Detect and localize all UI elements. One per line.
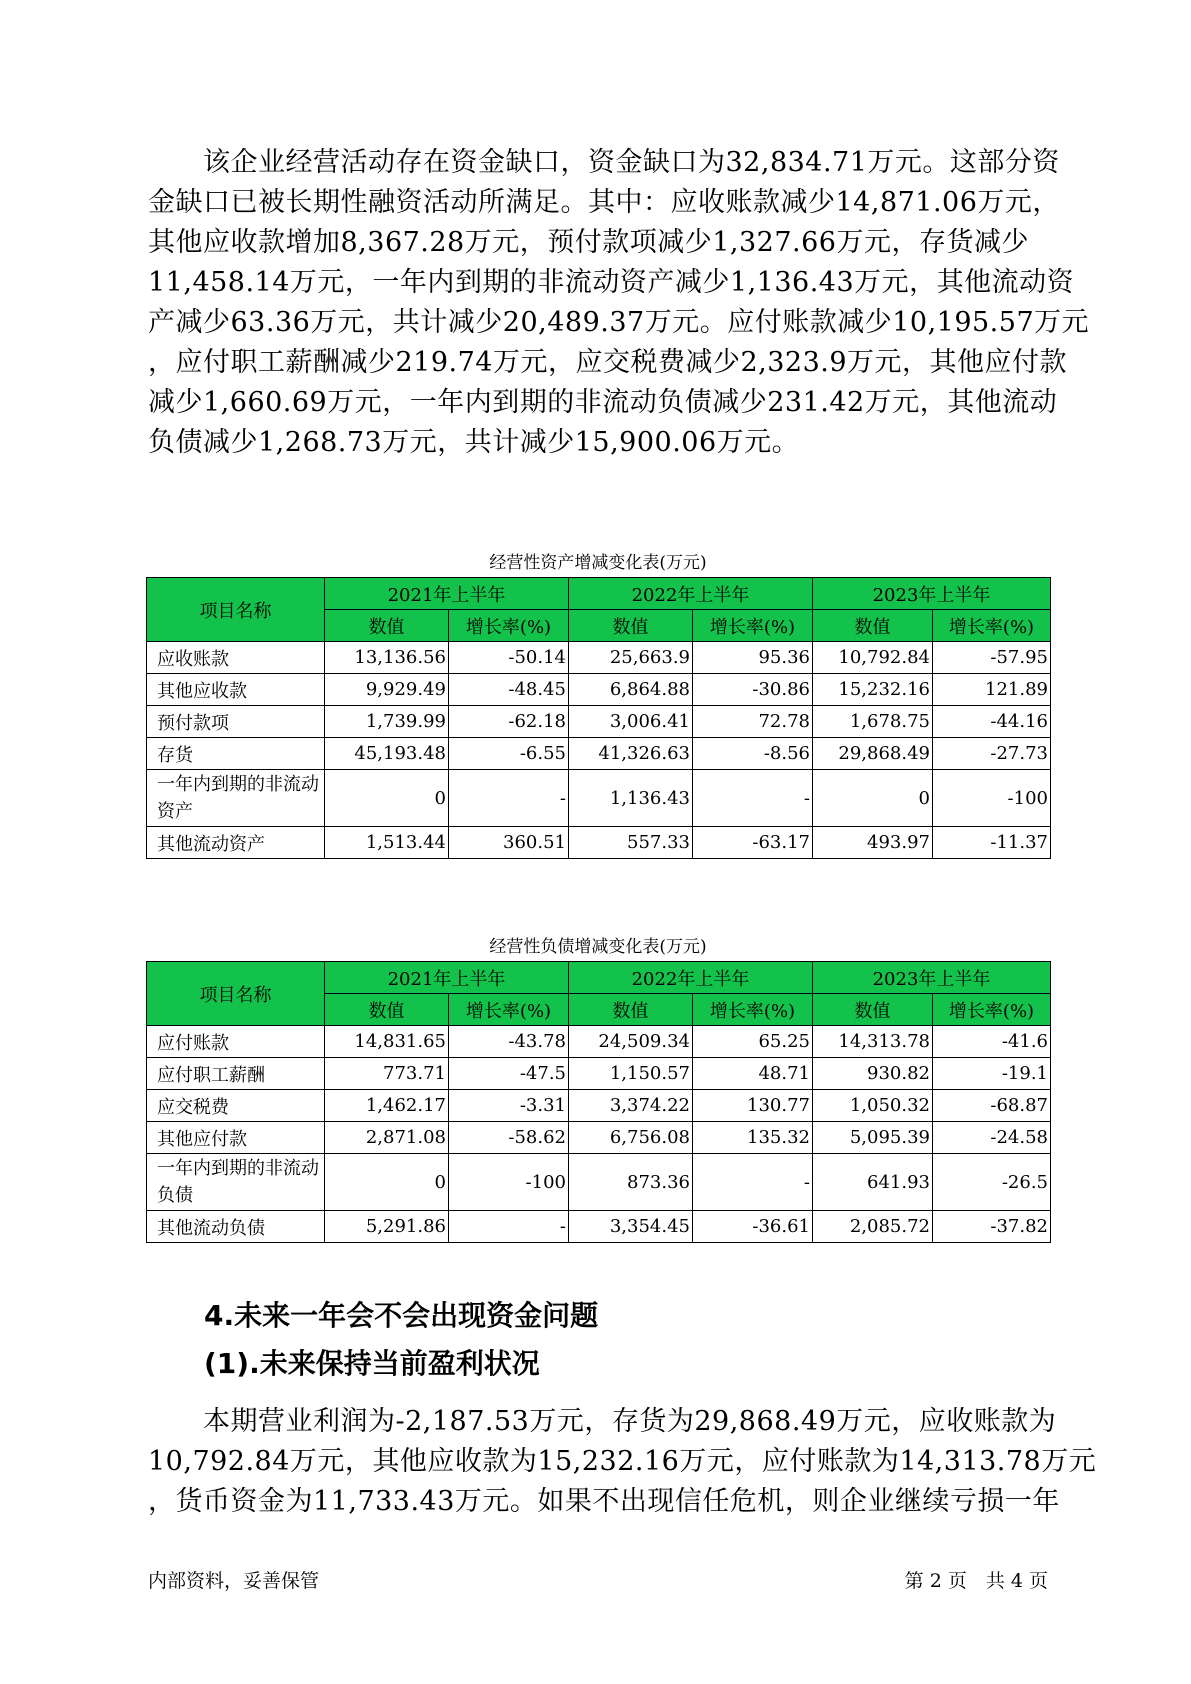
table-row: [147, 770, 1051, 827]
value-cell: 10,792.84: [813, 642, 933, 674]
row-label: 应付职工薪酬: [147, 1058, 325, 1090]
growth-rate-cell: -48.45: [449, 674, 569, 706]
growth-rate-cell: 135.32: [693, 1122, 813, 1154]
value-cell: 1,050.32: [813, 1090, 933, 1122]
growth-rate-cell: -: [449, 770, 569, 827]
value-cell: 9,929.49: [325, 674, 449, 706]
growth-rate-cell: 121.89: [933, 674, 1051, 706]
value-cell: 5,291.86: [325, 1211, 449, 1243]
table-row: [147, 827, 1051, 859]
header-period: 2021年上半年: [325, 578, 569, 610]
growth-rate-cell: 48.71: [693, 1058, 813, 1090]
growth-rate-cell: 130.77: [693, 1090, 813, 1122]
header-value: 数值: [813, 994, 933, 1026]
section-heading: 4.未来一年会不会出现资金问题: [204, 1299, 599, 1332]
body-paragraph: [148, 1402, 1097, 1522]
text-line: 减少1,660.69万元，一年内到期的非流动负债减少231.42万元，其他流动: [148, 387, 1058, 418]
value-cell: 1,513.44: [325, 827, 449, 859]
growth-rate-cell: -43.78: [449, 1026, 569, 1058]
value-cell: 29,868.49: [813, 738, 933, 770]
table-row: [147, 1154, 1051, 1211]
value-cell: 1,739.99: [325, 706, 449, 738]
text-line: ，应付职工薪酬减少219.74万元，应交税费减少2,323.9万元，其他应付款: [148, 347, 1068, 378]
intro-paragraph: [148, 143, 1090, 463]
growth-rate-cell: 65.25: [693, 1026, 813, 1058]
header-growth: 增长率(%): [693, 610, 813, 642]
row-label: 存货: [147, 738, 325, 770]
value-cell: 6,756.08: [569, 1122, 693, 1154]
growth-rate-cell: -6.55: [449, 738, 569, 770]
sub-heading: (1).未来保持当前盈利状况: [204, 1347, 540, 1380]
row-label: 其他应付款: [147, 1122, 325, 1154]
table-row: [147, 1211, 1051, 1243]
text-line: 金缺口已被长期性融资活动所满足。其中：应收账款减少14,871.06万元，: [148, 187, 1060, 218]
value-cell: 0: [325, 770, 449, 827]
value-cell: 1,678.75: [813, 706, 933, 738]
value-cell: 3,006.41: [569, 706, 693, 738]
header-period: 2023年上半年: [813, 962, 1051, 994]
header-value: 数值: [325, 994, 449, 1026]
value-cell: 2,085.72: [813, 1211, 933, 1243]
row-label: 一年内到期的非流动资产: [147, 770, 325, 827]
growth-rate-cell: -8.56: [693, 738, 813, 770]
asset-table-caption: 经营性资产增减变化表(万元): [489, 553, 707, 573]
value-cell: 3,374.22: [569, 1090, 693, 1122]
header-period: 2022年上半年: [569, 962, 813, 994]
header-period: 2021年上半年: [325, 962, 569, 994]
liability-change-table: [146, 961, 1051, 1243]
growth-rate-cell: 95.36: [693, 642, 813, 674]
value-cell: 5,095.39: [813, 1122, 933, 1154]
growth-rate-cell: -47.5: [449, 1058, 569, 1090]
growth-rate-cell: -44.16: [933, 706, 1051, 738]
header-growth: 增长率(%): [933, 994, 1051, 1026]
growth-rate-cell: -: [693, 770, 813, 827]
value-cell: 13,136.56: [325, 642, 449, 674]
text-line: 10,792.84万元，其他应收款为15,232.16万元，应付账款为14,313.78万元: [148, 1446, 1097, 1477]
value-cell: 6,864.88: [569, 674, 693, 706]
growth-rate-cell: -41.6: [933, 1026, 1051, 1058]
row-label: 其他流动负债: [147, 1211, 325, 1243]
table-row: [147, 706, 1051, 738]
table-row: [147, 1090, 1051, 1122]
growth-rate-cell: -3.31: [449, 1090, 569, 1122]
page-number: 第 2 页 共 4 页: [904, 1570, 1048, 1592]
text-line: 11,458.14万元，一年内到期的非流动资产减少1,136.43万元，其他流动资: [148, 267, 1075, 298]
asset-change-table: [146, 577, 1051, 859]
growth-rate-cell: -: [449, 1211, 569, 1243]
value-cell: 493.97: [813, 827, 933, 859]
value-cell: 15,232.16: [813, 674, 933, 706]
text-line: 其他应收款增加8,367.28万元，预付款项减少1,327.66万元，存货减少: [148, 227, 1029, 258]
header-growth: 增长率(%): [693, 994, 813, 1026]
row-label: 其他应收款: [147, 674, 325, 706]
header-item-name: 项目名称: [147, 578, 325, 642]
footer-note: 内部资料，妥善保管: [148, 1570, 320, 1592]
value-cell: 25,663.9: [569, 642, 693, 674]
value-cell: 1,150.57: [569, 1058, 693, 1090]
value-cell: 873.36: [569, 1154, 693, 1211]
value-cell: 1,462.17: [325, 1090, 449, 1122]
text-line: 产减少63.36万元，共计减少20,489.37万元。应付账款减少10,195.57万元: [148, 307, 1090, 338]
text-line: 本期营业利润为-2,187.53万元，存货为29,868.49万元，应收账款为: [148, 1406, 1057, 1437]
growth-rate-cell: -36.61: [693, 1211, 813, 1243]
value-cell: 3,354.45: [569, 1211, 693, 1243]
growth-rate-cell: -62.18: [449, 706, 569, 738]
header-period: 2022年上半年: [569, 578, 813, 610]
text-line: 负债减少1,268.73万元，共计减少15,900.06万元。: [148, 427, 800, 458]
growth-rate-cell: -58.62: [449, 1122, 569, 1154]
table-row: [147, 674, 1051, 706]
growth-rate-cell: -57.95: [933, 642, 1051, 674]
header-value: 数值: [325, 610, 449, 642]
growth-rate-cell: -37.82: [933, 1211, 1051, 1243]
growth-rate-cell: -24.58: [933, 1122, 1051, 1154]
header-item-name: 项目名称: [147, 962, 325, 1026]
value-cell: 773.71: [325, 1058, 449, 1090]
growth-rate-cell: -68.87: [933, 1090, 1051, 1122]
liability-table-caption: 经营性负债增减变化表(万元): [489, 937, 707, 957]
row-label: 应收账款: [147, 642, 325, 674]
growth-rate-cell: -26.5: [933, 1154, 1051, 1211]
table-row: [147, 1058, 1051, 1090]
value-cell: 2,871.08: [325, 1122, 449, 1154]
header-value: 数值: [569, 994, 693, 1026]
growth-rate-cell: -11.37: [933, 827, 1051, 859]
header-value: 数值: [569, 610, 693, 642]
growth-rate-cell: -100: [449, 1154, 569, 1211]
row-label: 应付账款: [147, 1026, 325, 1058]
header-growth: 增长率(%): [449, 610, 569, 642]
header-growth: 增长率(%): [933, 610, 1051, 642]
value-cell: 14,313.78: [813, 1026, 933, 1058]
header-value: 数值: [813, 610, 933, 642]
row-label: 预付款项: [147, 706, 325, 738]
text-line: ，货币资金为11,733.43万元。如果不出现信任危机，则企业继续亏损一年: [148, 1486, 1060, 1517]
growth-rate-cell: -27.73: [933, 738, 1051, 770]
table-row: [147, 738, 1051, 770]
value-cell: 45,193.48: [325, 738, 449, 770]
growth-rate-cell: -50.14: [449, 642, 569, 674]
value-cell: 41,326.63: [569, 738, 693, 770]
growth-rate-cell: -19.1: [933, 1058, 1051, 1090]
value-cell: 24,509.34: [569, 1026, 693, 1058]
row-label: 一年内到期的非流动负债: [147, 1154, 325, 1211]
table-row: [147, 1026, 1051, 1058]
growth-rate-cell: -100: [933, 770, 1051, 827]
header-period: 2023年上半年: [813, 578, 1051, 610]
value-cell: 930.82: [813, 1058, 933, 1090]
value-cell: 14,831.65: [325, 1026, 449, 1058]
growth-rate-cell: -: [693, 1154, 813, 1211]
value-cell: 557.33: [569, 827, 693, 859]
value-cell: 0: [813, 770, 933, 827]
text-line: 该企业经营活动存在资金缺口，资金缺口为32,834.71万元。这部分资: [148, 147, 1060, 178]
growth-rate-cell: -30.86: [693, 674, 813, 706]
value-cell: 0: [325, 1154, 449, 1211]
row-label: 应交税费: [147, 1090, 325, 1122]
table-row: [147, 642, 1051, 674]
row-label: 其他流动资产: [147, 827, 325, 859]
header-growth: 增长率(%): [449, 994, 569, 1026]
growth-rate-cell: 360.51: [449, 827, 569, 859]
table-row: [147, 1122, 1051, 1154]
growth-rate-cell: -63.17: [693, 827, 813, 859]
growth-rate-cell: 72.78: [693, 706, 813, 738]
value-cell: 641.93: [813, 1154, 933, 1211]
value-cell: 1,136.43: [569, 770, 693, 827]
